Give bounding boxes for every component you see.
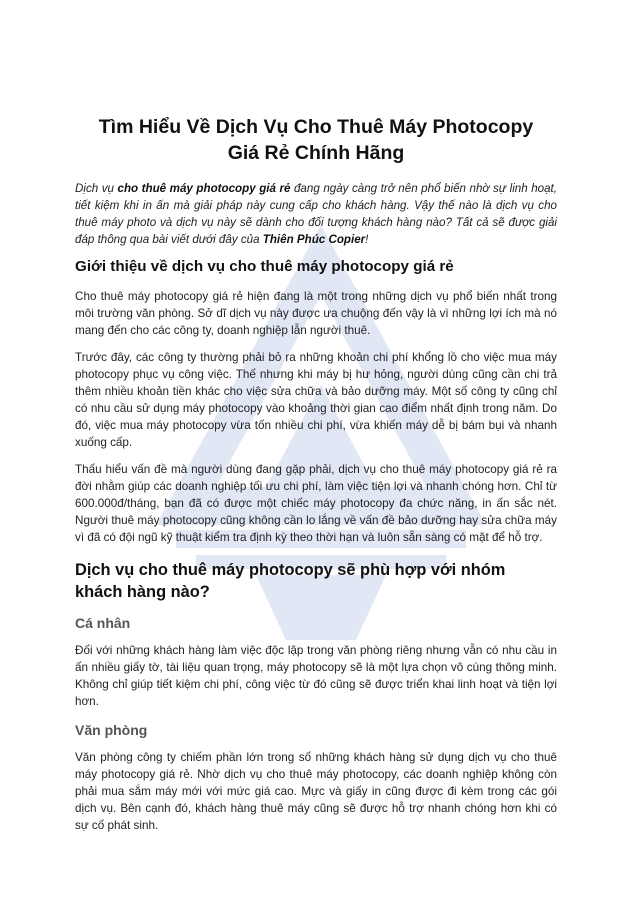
intro-paragraph xyxy=(75,180,557,248)
section-1-heading: Giới thiệu về dịch vụ cho thuê máy photocopy giá rẻ xyxy=(75,258,454,275)
page-title xyxy=(75,114,557,166)
intro-keyword: cho thuê máy photocopy giá rẻ xyxy=(117,182,291,195)
intro-text-2: đang ngày càng trở nên phổ biến nhờ sự linh hoạt, tiết kiệm khi in ấn mà giải pháp này cung cấp cho khách hàng. Vậy thế nào là dịch vụ cho thuê máy photo và dịch vụ này sẽ dành cho đối tượng khách hàng nào? Tất cả sẽ được giải đáp thông qua bài viết dưới đây của xyxy=(75,182,557,246)
document-content xyxy=(75,114,557,834)
subsection-office-text: Văn phòng công ty chiếm phần lớn trong số những khách hàng sử dụng dịch vụ cho thuê máy photocopy giá rẻ. Nhờ dịch vụ cho thuê máy photocopy, các doanh nghiệp không còn phải mua sắm máy mới với mức giá cao. Mực và giấy in cũng được đi kèm trong các gói dịch vụ. Bên cạnh đó, khách hàng thuê máy cũng sẽ được hỗ trợ nhanh chóng hơn khi có sự cố phát sinh. xyxy=(75,751,557,832)
subsection-individual-text: Đối với những khách hàng làm việc độc lập trong văn phòng riêng nhưng vẫn có nhu cầu in ấn nhiều giấy tờ, tài liệu quan trọng, máy photocopy sẽ là một lựa chọn vô cùng thông minh. Không chỉ giúp tiết kiệm chi phí, công việc từ đó cũng sẽ được triển khai linh hoạt và tiện lợi hơn. xyxy=(75,644,557,708)
title-line-1: Tìm Hiểu Về Dịch Vụ Cho Thuê Máy Photocopy xyxy=(98,116,534,138)
section-2-heading: Dịch vụ cho thuê máy photocopy sẽ phù hợp với nhóm khách hàng nào? xyxy=(75,561,506,601)
intro-text-3: ! xyxy=(365,233,369,246)
subsection-individual-heading: Cá nhân xyxy=(75,615,131,631)
intro-text-1: Dịch vụ xyxy=(75,182,118,195)
subsection-office-heading: Văn phòng xyxy=(75,722,148,738)
section-1-paragraph-2: Trước đây, các công ty thường phải bỏ ra những khoản chi phí khổng lồ cho việc mua máy photocopy phục vụ công việc. Thế nhưng khi máy bị hư hỏng, người dùng cũng cần chi trả thêm nhiều khoản tiền khác cho việc sửa chữa và bảo dưỡng máy. Một số công ty cũng chỉ có nhu cầu sử dụng máy photocopy vào khoảng thời gian cao điểm nhất định trong năm. Do đó, việc mua máy photocopy vừa tốn nhiều chi phí, vừa khiến máy dễ bị bám bụi và nhanh xuống cấp. xyxy=(75,351,557,449)
title-line-2: Giá Rẻ Chính Hãng xyxy=(227,142,405,164)
section-1-paragraph-1: Cho thuê máy photocopy giá rẻ hiện đang là một trong những dịch vụ phổ biến nhất trong môi trường văn phòng. Sở dĩ dịch vụ này được ưa chuộng đến vậy là vì những lợi ích mà nó mang đến cho các công ty, doanh nghiệp lẫn người thuê. xyxy=(75,290,557,337)
intro-brand: Thiên Phúc Copier xyxy=(262,233,366,246)
section-1-paragraph-3: Thấu hiểu vấn đề mà người dùng đang gặp phải, dịch vụ cho thuê máy photocopy giá rẻ ra đời nhằm giúp các doanh nghiệp tối ưu chi phí, làm việc tiện lợi và nhanh chóng hơn. Chỉ từ 600.000đ/tháng, bạn đã có được một chiếc máy photocopy đa chức năng, in ấn sắc nét. Người thuê máy photocopy cũng không cần lo lắng về vấn đề bảo dưỡng hay sửa chữa máy vì đã có đội ngũ kỹ thuật kiểm tra định kỳ theo thời hạn và luôn sẵn sàng có mặt để hỗ trợ. xyxy=(75,463,557,544)
